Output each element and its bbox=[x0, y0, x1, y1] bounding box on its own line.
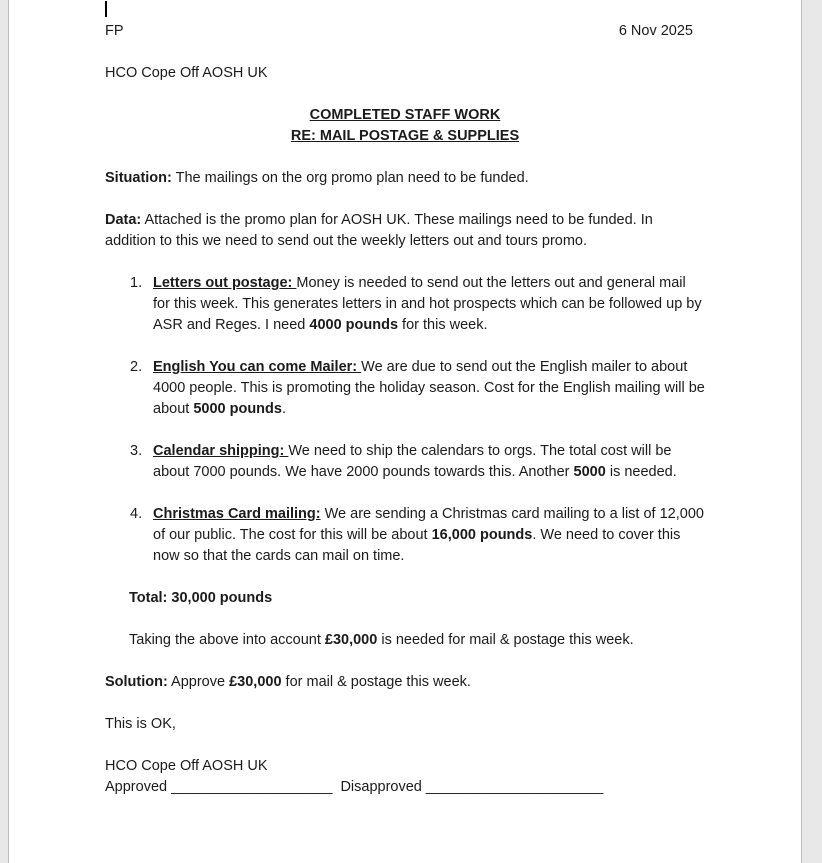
solution-paragraph: Solution: Approve £30,000 for mail & postage this week. bbox=[105, 674, 471, 690]
total-line: Total: 30,000 pounds bbox=[129, 590, 273, 606]
list-text: English You can come Mailer: We are due to send out the English mailer to about 4000 people. This is promoting the holiday season. Cost for the English mailing will be about 5000 pounds. bbox=[153, 359, 705, 417]
list-number: 2. bbox=[130, 359, 143, 375]
doc-title-line-1: COMPLETED STAFF WORK bbox=[309, 107, 501, 123]
list-text: Christmas Card mailing: We are sending a Christmas card mailing to a list of 12,000 of our public. The cost for this will be about 16,000 pounds. We need to cover this now so that the cards can mail on time. bbox=[153, 506, 704, 564]
list-text: Letters out postage: Money is needed to send out the letters out and general mail for this week. This generates letters in and hot prospects which can be followed up by ASR and Reges. I need 4000 pounds for this week. bbox=[153, 275, 702, 333]
list-item-2 bbox=[130, 357, 705, 420]
signature-org-line: HCO Cope Off AOSH UK bbox=[105, 758, 268, 774]
list-item-1 bbox=[130, 273, 705, 336]
list-item-4 bbox=[130, 504, 705, 567]
text-cursor bbox=[105, 1, 107, 17]
list-item-3 bbox=[130, 441, 705, 483]
list-text: Calendar shipping: We need to ship the calendars to orgs. The total cost will be about 7000 pounds. We have 2000 pounds towards this. Another 5000 is needed. bbox=[153, 443, 677, 480]
document-page[interactable] bbox=[8, 0, 802, 863]
list-number: 4. bbox=[130, 506, 143, 522]
list-number: 1. bbox=[130, 275, 143, 291]
date: 6 Nov 2025 bbox=[618, 23, 693, 39]
signature-block bbox=[105, 756, 705, 798]
empty-first-line bbox=[105, 0, 705, 21]
from-line: HCO Cope Off AOSH UK bbox=[105, 65, 268, 81]
approval-line: Approved ____________________ Disapproved ______________________ bbox=[105, 779, 604, 795]
document-content bbox=[105, 0, 705, 798]
list-number: 3. bbox=[130, 443, 143, 459]
doc-title-line-2: RE: MAIL POSTAGE & SUPPLIES bbox=[290, 128, 520, 144]
document-header bbox=[105, 21, 705, 42]
summary-line: Taking the above into account £30,000 is needed for mail & postage this week. bbox=[129, 632, 634, 648]
data-paragraph: Data: Attached is the promo plan for AOSH UK. These mailings need to be funded. In addition to this we need to send out the weekly letters out and tours promo. bbox=[105, 212, 653, 249]
title-block bbox=[105, 105, 705, 147]
ok-line: This is OK, bbox=[105, 716, 176, 732]
situation-paragraph: Situation: The mailings on the org promo plan need to be funded. bbox=[105, 170, 529, 186]
header-initials: FP bbox=[105, 23, 124, 39]
